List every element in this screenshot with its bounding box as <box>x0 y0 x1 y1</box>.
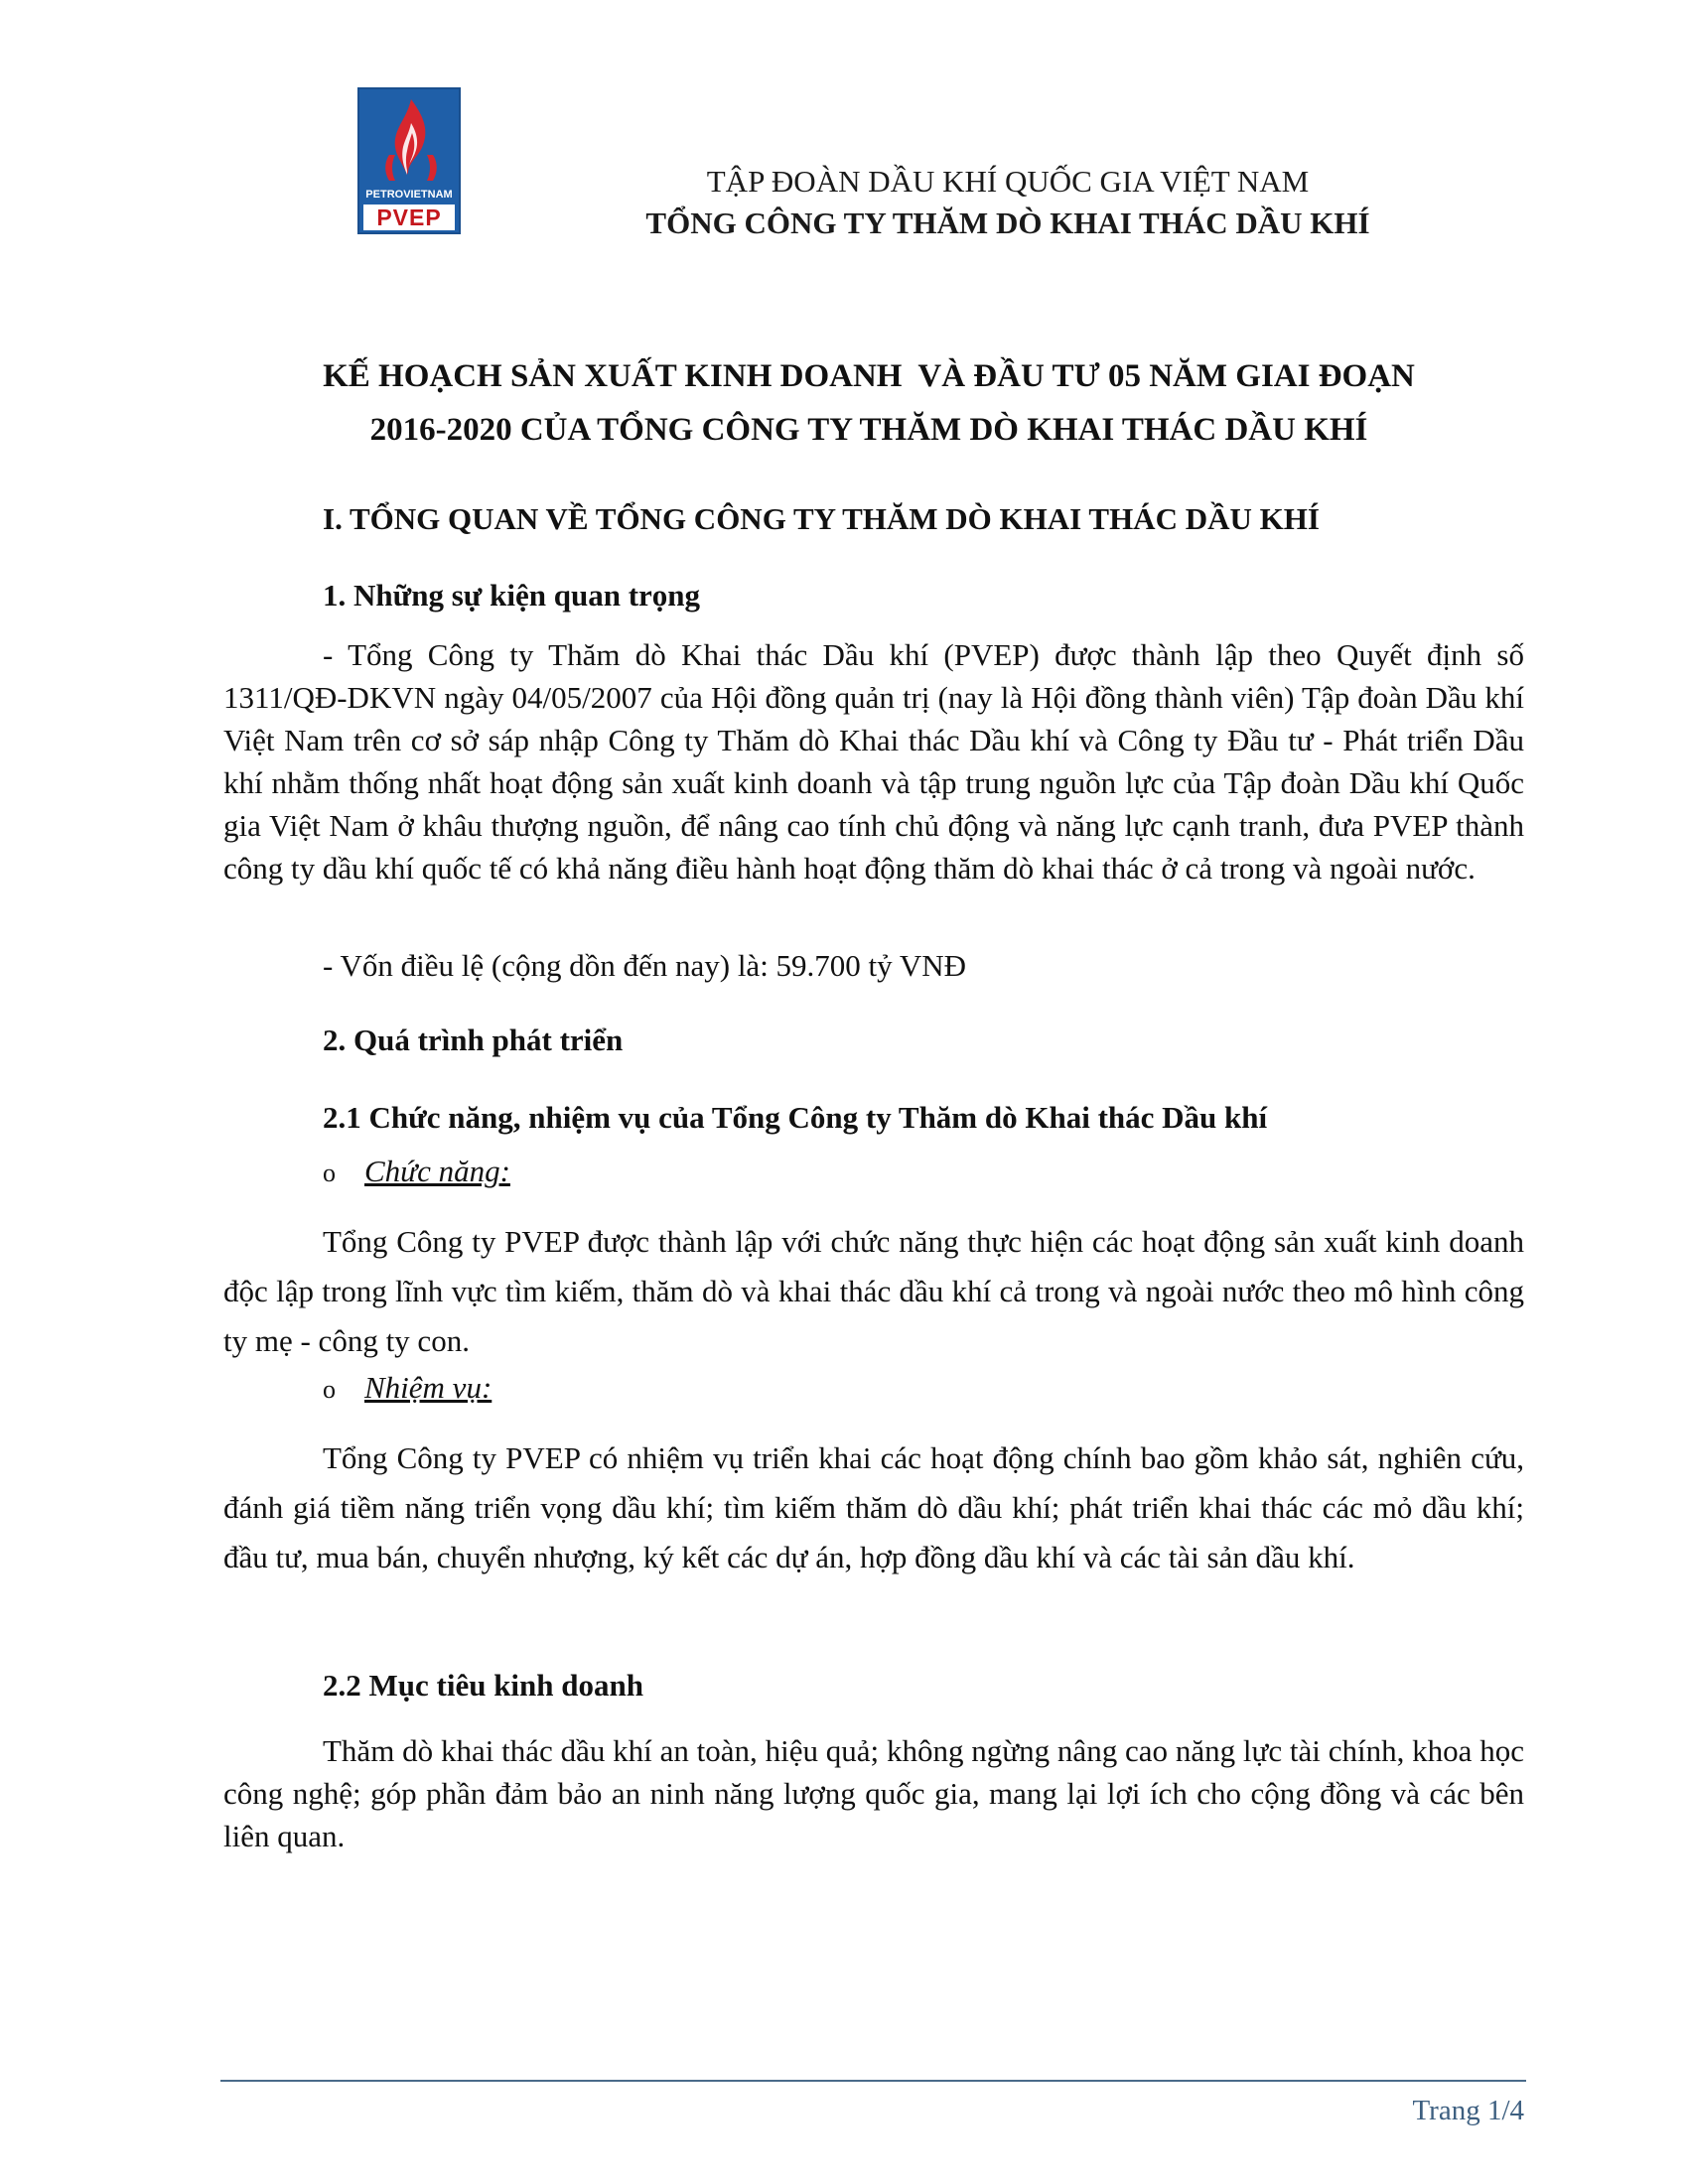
paragraph-capital: - Vốn điều lệ (cộng dồn đến nay) là: 59.700 tỷ VNĐ <box>323 948 967 983</box>
function-label: Chức năng: <box>364 1154 510 1188</box>
document-title <box>199 349 1539 457</box>
paragraph-founding: - Tổng Công ty Thăm dò Khai thác Dầu khí (PVEP) được thành lập theo Quyết định số 1311/QĐ-DKVN ngày 04/05/2007 của Hội đồng quản trị (nay là Hội đồng thành viên) Tập đoàn Dầu khí Việt Nam trên cơ sở sáp nhập Công ty Thăm dò Khai thác Dầu khí và Công ty Đầu tư - Phát triển Dầu khí nhằm thống nhất hoạt động sản xuất kinh doanh và tập trung nguồn lực của Tập đoàn Dầu khí Quốc gia Việt Nam ở khâu thượng nguồn, để nâng cao tính chủ động và năng lực cạnh tranh, đưa PVEP thành công ty dầu khí quốc tế có khả năng điều hành hoạt động thăm dò khai thác ở cả trong và ngoài nước. <box>223 637 1524 886</box>
footer-divider <box>220 2080 1526 2082</box>
list-item-duty-label <box>323 1370 492 1406</box>
subsection-heading-events: 1. Những sự kiện quan trọng <box>323 578 701 613</box>
header-organization: TẬP ĐOÀN DẦU KHÍ QUỐC GIA VIỆT NAM <box>706 164 1310 199</box>
subsection-heading-functions: 2.1 Chức năng, nhiệm vụ của Tổng Công ty Thăm dò Khai thác Dầu khí <box>323 1100 1268 1135</box>
page-number: Trang 1/4 <box>1412 2095 1524 2126</box>
circle-bullet-icon: o <box>323 1375 336 1404</box>
section-heading-overview: I. TỔNG QUAN VỀ TỔNG CÔNG TY THĂM DÒ KHAI THÁC DẦU KHÍ <box>323 501 1320 536</box>
duty-label: Nhiệm vụ: <box>364 1370 492 1405</box>
document-title-line1: KẾ HOẠCH SẢN XUẤT KINH DOANH VÀ ĐẦU TƯ 05 NĂM GIAI ĐOẠN <box>323 358 1415 394</box>
subsection-heading-development: 2. Quá trình phát triển <box>323 1023 624 1057</box>
subsection-heading-business-goals: 2.2 Mục tiêu kinh doanh <box>323 1668 644 1703</box>
logo-brand-small: PETROVIETNAM <box>365 189 453 201</box>
logo-brand-big: PVEP <box>363 205 455 230</box>
document-title-line2: 2016-2020 CỦA TỔNG CÔNG TY THĂM DÒ KHAI THÁC DẦU KHÍ <box>369 412 1368 448</box>
circle-bullet-icon: o <box>323 1159 336 1187</box>
paragraph-business-goals: Thăm dò khai thác dầu khí an toàn, hiệu quả; không ngừng nâng cao năng lực tài chính, khoa học công nghệ; góp phần đảm bảo an ninh năng lượng quốc gia, mang lại lợi ích cho cộng đồng và các bên liên quan. <box>223 1733 1524 1853</box>
paragraph-duties: Tổng Công ty PVEP có nhiệm vụ triển khai các hoạt động chính bao gồm khảo sát, nghiên cứu, đánh giá tiềm năng triển vọng dầu khí; tìm kiếm thăm dò dầu khí; phát triển khai thác các mỏ dầu khí; đầu tư, mua bán, chuyển nhượng, ký kết các dự án, hợp đồng dầu khí và các tài sản dầu khí. <box>223 1440 1524 1574</box>
header-company: TỔNG CÔNG TY THĂM DÒ KHAI THÁC DẦU KHÍ <box>645 205 1370 240</box>
paragraph-functions: Tổng Công ty PVEP được thành lập với chức năng thực hiện các hoạt động sản xuất kinh doanh độc lập trong lĩnh vực tìm kiếm, thăm dò và khai thác dầu khí cả trong và ngoài nước theo mô hình công ty mẹ - công ty con. <box>223 1224 1524 1358</box>
list-item-function-label <box>323 1154 510 1189</box>
